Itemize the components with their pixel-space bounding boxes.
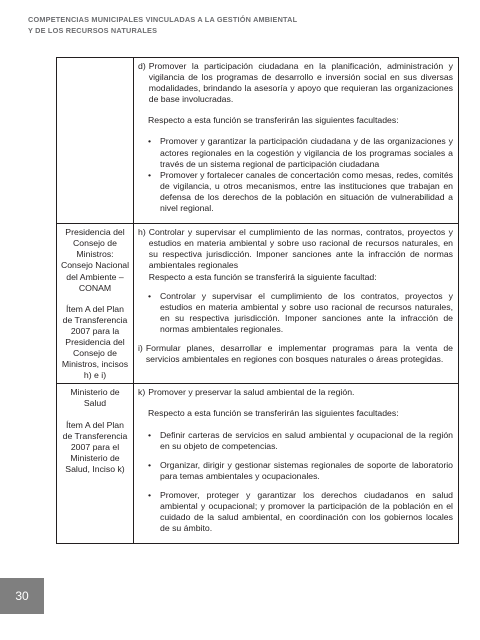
function-cell — [134, 58, 459, 224]
transfer-note: Respecto a esta función se transferirán las siguientes facultades: — [148, 115, 399, 126]
institution-name: Ministerio de Salud — [70, 387, 120, 409]
faculty-list — [138, 291, 453, 335]
function-i — [138, 343, 453, 365]
function-i-text: Formular planes, desarrollar e implementar programas para la venta de servicios ambientales en regiones con bosques naturales o áreas protegidas. — [145, 342, 453, 365]
faculty-list — [138, 136, 453, 214]
transfer-plan-ref: Ítem A del Plan de Transferencia 2007 para la Presidencia del Consejo de Ministros, incisos h) e i) — [61, 303, 129, 381]
list-item: • Organizar, dirigir y gestionar sistemas regionales de soporte de laboratorio para temas ambientales y ocupacionales. — [148, 460, 453, 482]
list-item: • Definir carteras de servicios en salud ambiental y ocupacional de la región en su objeto de competencias. — [148, 430, 453, 452]
list-item: • Controlar y supervisar el cumplimiento de los contratos, proyectos y estudios en materia ambiental y sobre uso racional de recursos naturales, en su respectiva jurisdicción. Imponer sanciones ante la infracción de normas ambientales regionales. — [148, 291, 453, 335]
transfer-note: Respecto a esta función se transferirán las siguientes facultades: — [148, 408, 399, 419]
function-h-text: Controlar y supervisar el cumplimiento de las normas, contratos, proyectos y estudios en materia ambiental y sobre uso racional de recursos naturales, en su respectiva jurisdicción. Imponer sanciones ante la infracción de normas ambientales regionales — [148, 227, 453, 271]
function-cell — [134, 384, 459, 544]
function-d-label: d) — [138, 61, 146, 71]
page-number: 30 — [0, 578, 44, 614]
institution-cell-empty — [57, 58, 134, 224]
running-header-line1: COMPETENCIAS MUNICIPALES VINCULADAS A LA GESTIÓN AMBIENTAL — [28, 15, 298, 24]
function-d-text: Promover la participación ciudadana en la planificación, administración y vigilancia de los programas de desarrollo e inversión social en sus diversas modalidades, brindando la asesoría y apoyo que requieran las organizaciones de base involucradas. — [148, 61, 453, 105]
institution-name: Presidencia del Consejo de Ministros: Consejo Nacional del Ambiente – CONAM — [60, 227, 130, 293]
function-i-label: i) — [138, 342, 143, 353]
faculty-list — [138, 430, 453, 535]
function-cell — [134, 224, 459, 384]
list-item: • Promover y garantizar la participación ciudadana y de las organizaciones y actores regionales en la cogestión y vigilancia de los programas sociales a través de un sistema regional de participación ciudadana — [148, 136, 453, 169]
table-row — [57, 224, 459, 384]
competencies-table — [56, 57, 459, 544]
transfer-plan-ref: Ítem A del Plan de Transferencia 2007 para el Ministerio de Salud, Inciso k) — [62, 419, 128, 474]
table-row — [57, 58, 459, 224]
transfer-note: Respecto a esta función se transferirá la siguiente facultad: — [148, 271, 377, 282]
institution-cell — [57, 384, 134, 544]
function-k-label: k) — [138, 387, 146, 398]
running-header-line2: Y DE LOS RECURSOS NATURALES — [28, 26, 158, 35]
running-header — [28, 14, 297, 36]
function-k — [138, 387, 453, 398]
function-k-text: Promover y preservar la salud ambiental de la región. — [148, 387, 355, 398]
institution-cell — [57, 224, 134, 384]
function-h — [138, 227, 453, 282]
function-h-label: h) — [138, 227, 146, 238]
list-item: • Promover, proteger y garantizar los derechos ciudadanos en salud ambiental y ocupacional; y promover la participación de la población en el cuidado de la salud ambiental, en coordinación con los gobiernos locales de su ámbito. — [148, 490, 453, 534]
list-item: • Promover y fortalecer canales de concertación como mesas, redes, comités de vigilancia, u otros mecanismos, entre las instituciones que trabajan en defensa de los derechos de la población en situación de vulnerabilidad a nivel regional. — [148, 170, 453, 214]
function-d — [138, 61, 453, 105]
table-row — [57, 384, 459, 544]
